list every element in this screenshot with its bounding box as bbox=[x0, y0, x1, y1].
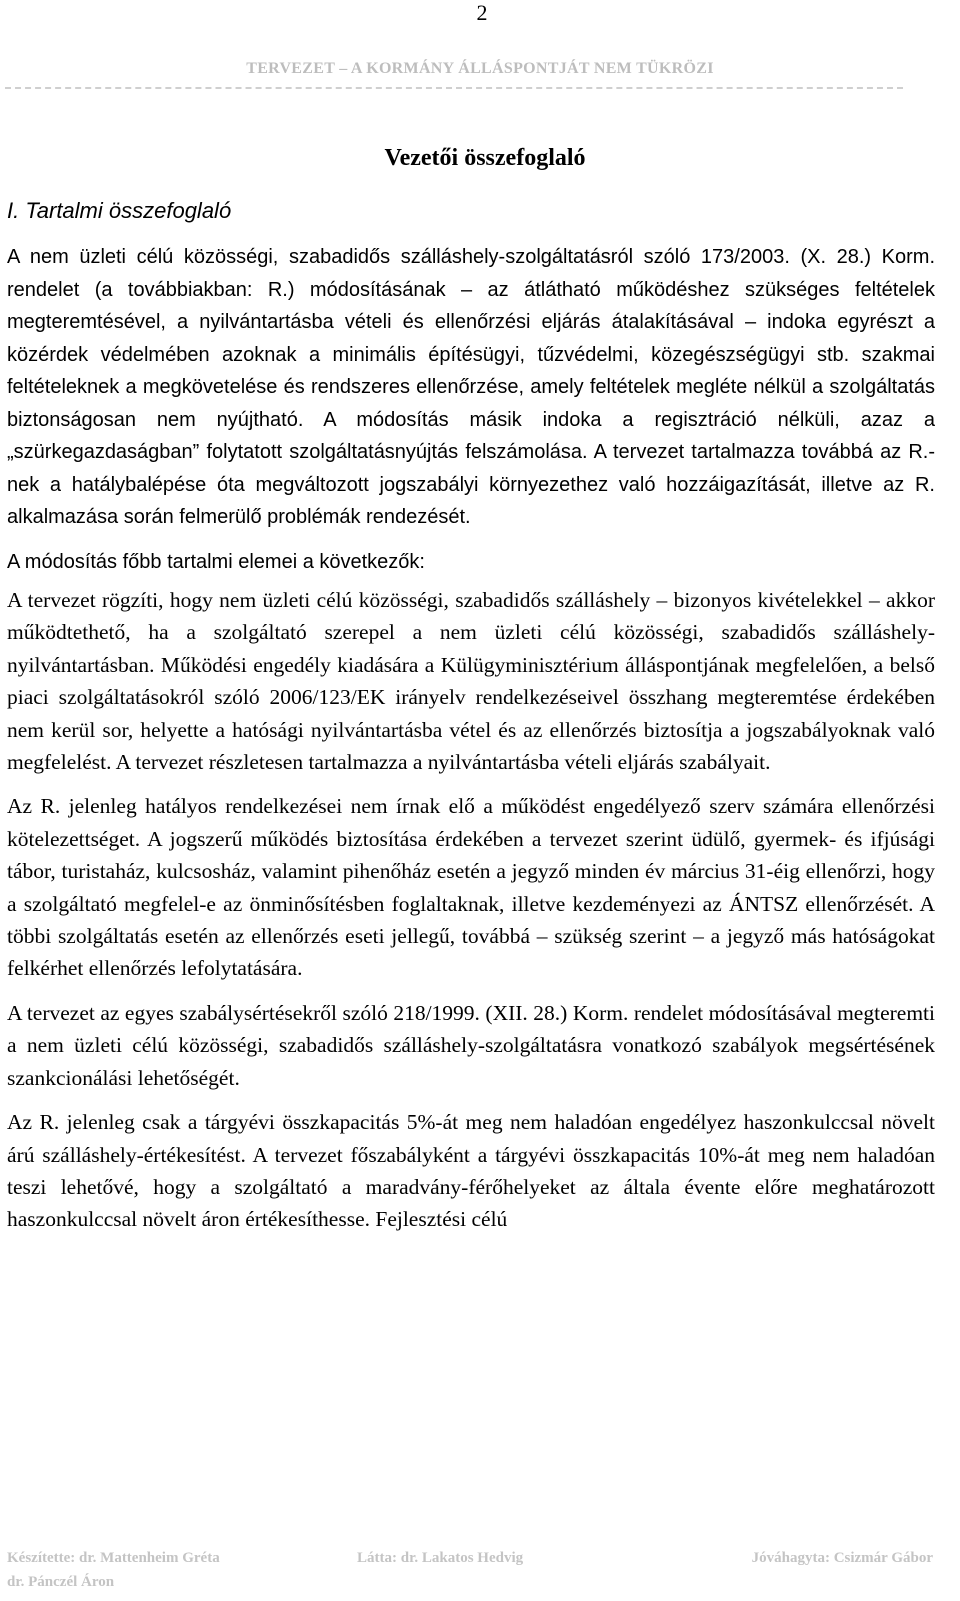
paragraph-main-elements-lead: A módosítás főbb tartalmi elemei a következők: bbox=[7, 550, 425, 573]
footer-prepared-by-second: dr. Pánczél Áron bbox=[7, 1574, 115, 1590]
document-title: Vezetői összefoglaló bbox=[384, 145, 586, 171]
header-divider bbox=[5, 87, 903, 89]
paragraph-sanctions: A tervezet az egyes szabálysértésekről szóló 218/1999. (XII. 28.) Korm. rendelet módosításával megteremti a nem üzleti célú közösségi, szabadidős szálláshely-szolgáltatásra vonatkozó szabályok megsértésének szankcionálási lehetőségét. bbox=[7, 1000, 935, 1090]
document-body bbox=[7, 241, 935, 1248]
paragraph-intro: A nem üzleti célú közösségi, szabadidős szálláshely-szolgáltatásról szóló 173/2003. (X. 28.) Korm. rendelet (a továbbiakban: R.) módosításának – az átlátható működéshez szükséges feltételek megteremtésével, a nyilvántartásba vételi és ellenőrzési eljárás átalakításával – indoka egyrészt a közérdek védelmében azoknak a minimális építésügyi, tűzvédelmi, közegészségügyi stb. szakmai feltételeknek a megkövetelése és rendszeres ellenőrzése, amely feltételek megléte nélkül a szolgáltatás biztonságosan nem nyújtható. A módosítás másik indoka a regisztráció nélküli, azaz a „szürkegazdaságban” folytatott szolgáltatásnyújtás felszámolása. A tervezet tartalmazza továbbá az R.-nek a hatálybalépése óta megváltozott jogszabályi környezethez való hozzáigazítását, illetve az R. alkalmazása során felmerülő problémák rendezését. bbox=[7, 246, 935, 528]
paragraph-capacity: Az R. jelenleg csak a tárgyévi összkapacitás 5%-át meg nem haladóan engedélyez haszonkulccsal növelt árú szálláshely-értékesítést. A tervezet főszabályként a tárgyévi összkapacitás 10%-át meg nem haladóan teszi lehetővé, hogy a szolgáltató a maradvány-férőhelyeket az általa évente előre meghatározott haszonkulccsal növelt áron értékesíthesse. Fejlesztési célú bbox=[7, 1110, 935, 1232]
page-number: 2 bbox=[476, 0, 488, 25]
footer-reviewed-by: Látta: dr. Lakatos Hedvig bbox=[357, 1550, 524, 1566]
page-footer bbox=[7, 1550, 935, 1600]
paragraph-registration: A tervezet rögzíti, hogy nem üzleti célú közösségi, szabadidős szálláshely – bizonyos kivételekkel – akkor működtethető, ha a szolgáltató szerepel a nem üzleti célú közösségi, szabadidős szálláshely-nyilvántartásban. Működési engedély kiadására a Külügyminisztérium álláspontjának megfelelően, a belső piaci szolgáltatásokról szóló 2006/123/EK irányelv rendelkezéseivel összhang megteremtése érdekében nem kerül sor, helyette a hatósági nyilvántartásba vétel és az ellenőrzés biztosítja a jogszabályoknak való megfelelést. A tervezet részletesen tartalmazza a nyilvántartásba vételi eljárás szabályait. bbox=[7, 588, 935, 775]
footer-prepared-by: Készítette: dr. Mattenheim Gréta bbox=[7, 1550, 220, 1566]
footer-approved-by: Jóváhagyta: Csizmár Gábor bbox=[751, 1550, 933, 1566]
paragraph-inspection: Az R. jelenleg hatályos rendelkezései nem írnak elő a működést engedélyező szerv számára ellenőrzési kötelezettséget. A jogszerű működés biztosítása érdekében a tervezet szerint üdülő, gyermek- és ifjúsági tábor, turistaház, kulcsosház, valamint pihenőház esetén a jegyző minden év március 31-éig ellenőrzi, hogy a szolgáltató megfelel-e az önminősítésben foglaltaknak, illetve kezdeményezi az ÁNTSZ ellenőrzését. A többi szolgáltatás esetén az ellenőrzés eseti jellegű, továbbá – szükség szerint – a jegyző más hatóságokat felkérhet ellenőrzés lefolytatására. bbox=[7, 794, 935, 981]
draft-notice-header: TERVEZET – A KORMÁNY ÁLLÁSPONTJÁT NEM TÜKRÖZI bbox=[246, 60, 714, 77]
section-title: I. Tartalmi összefoglaló bbox=[7, 198, 232, 223]
